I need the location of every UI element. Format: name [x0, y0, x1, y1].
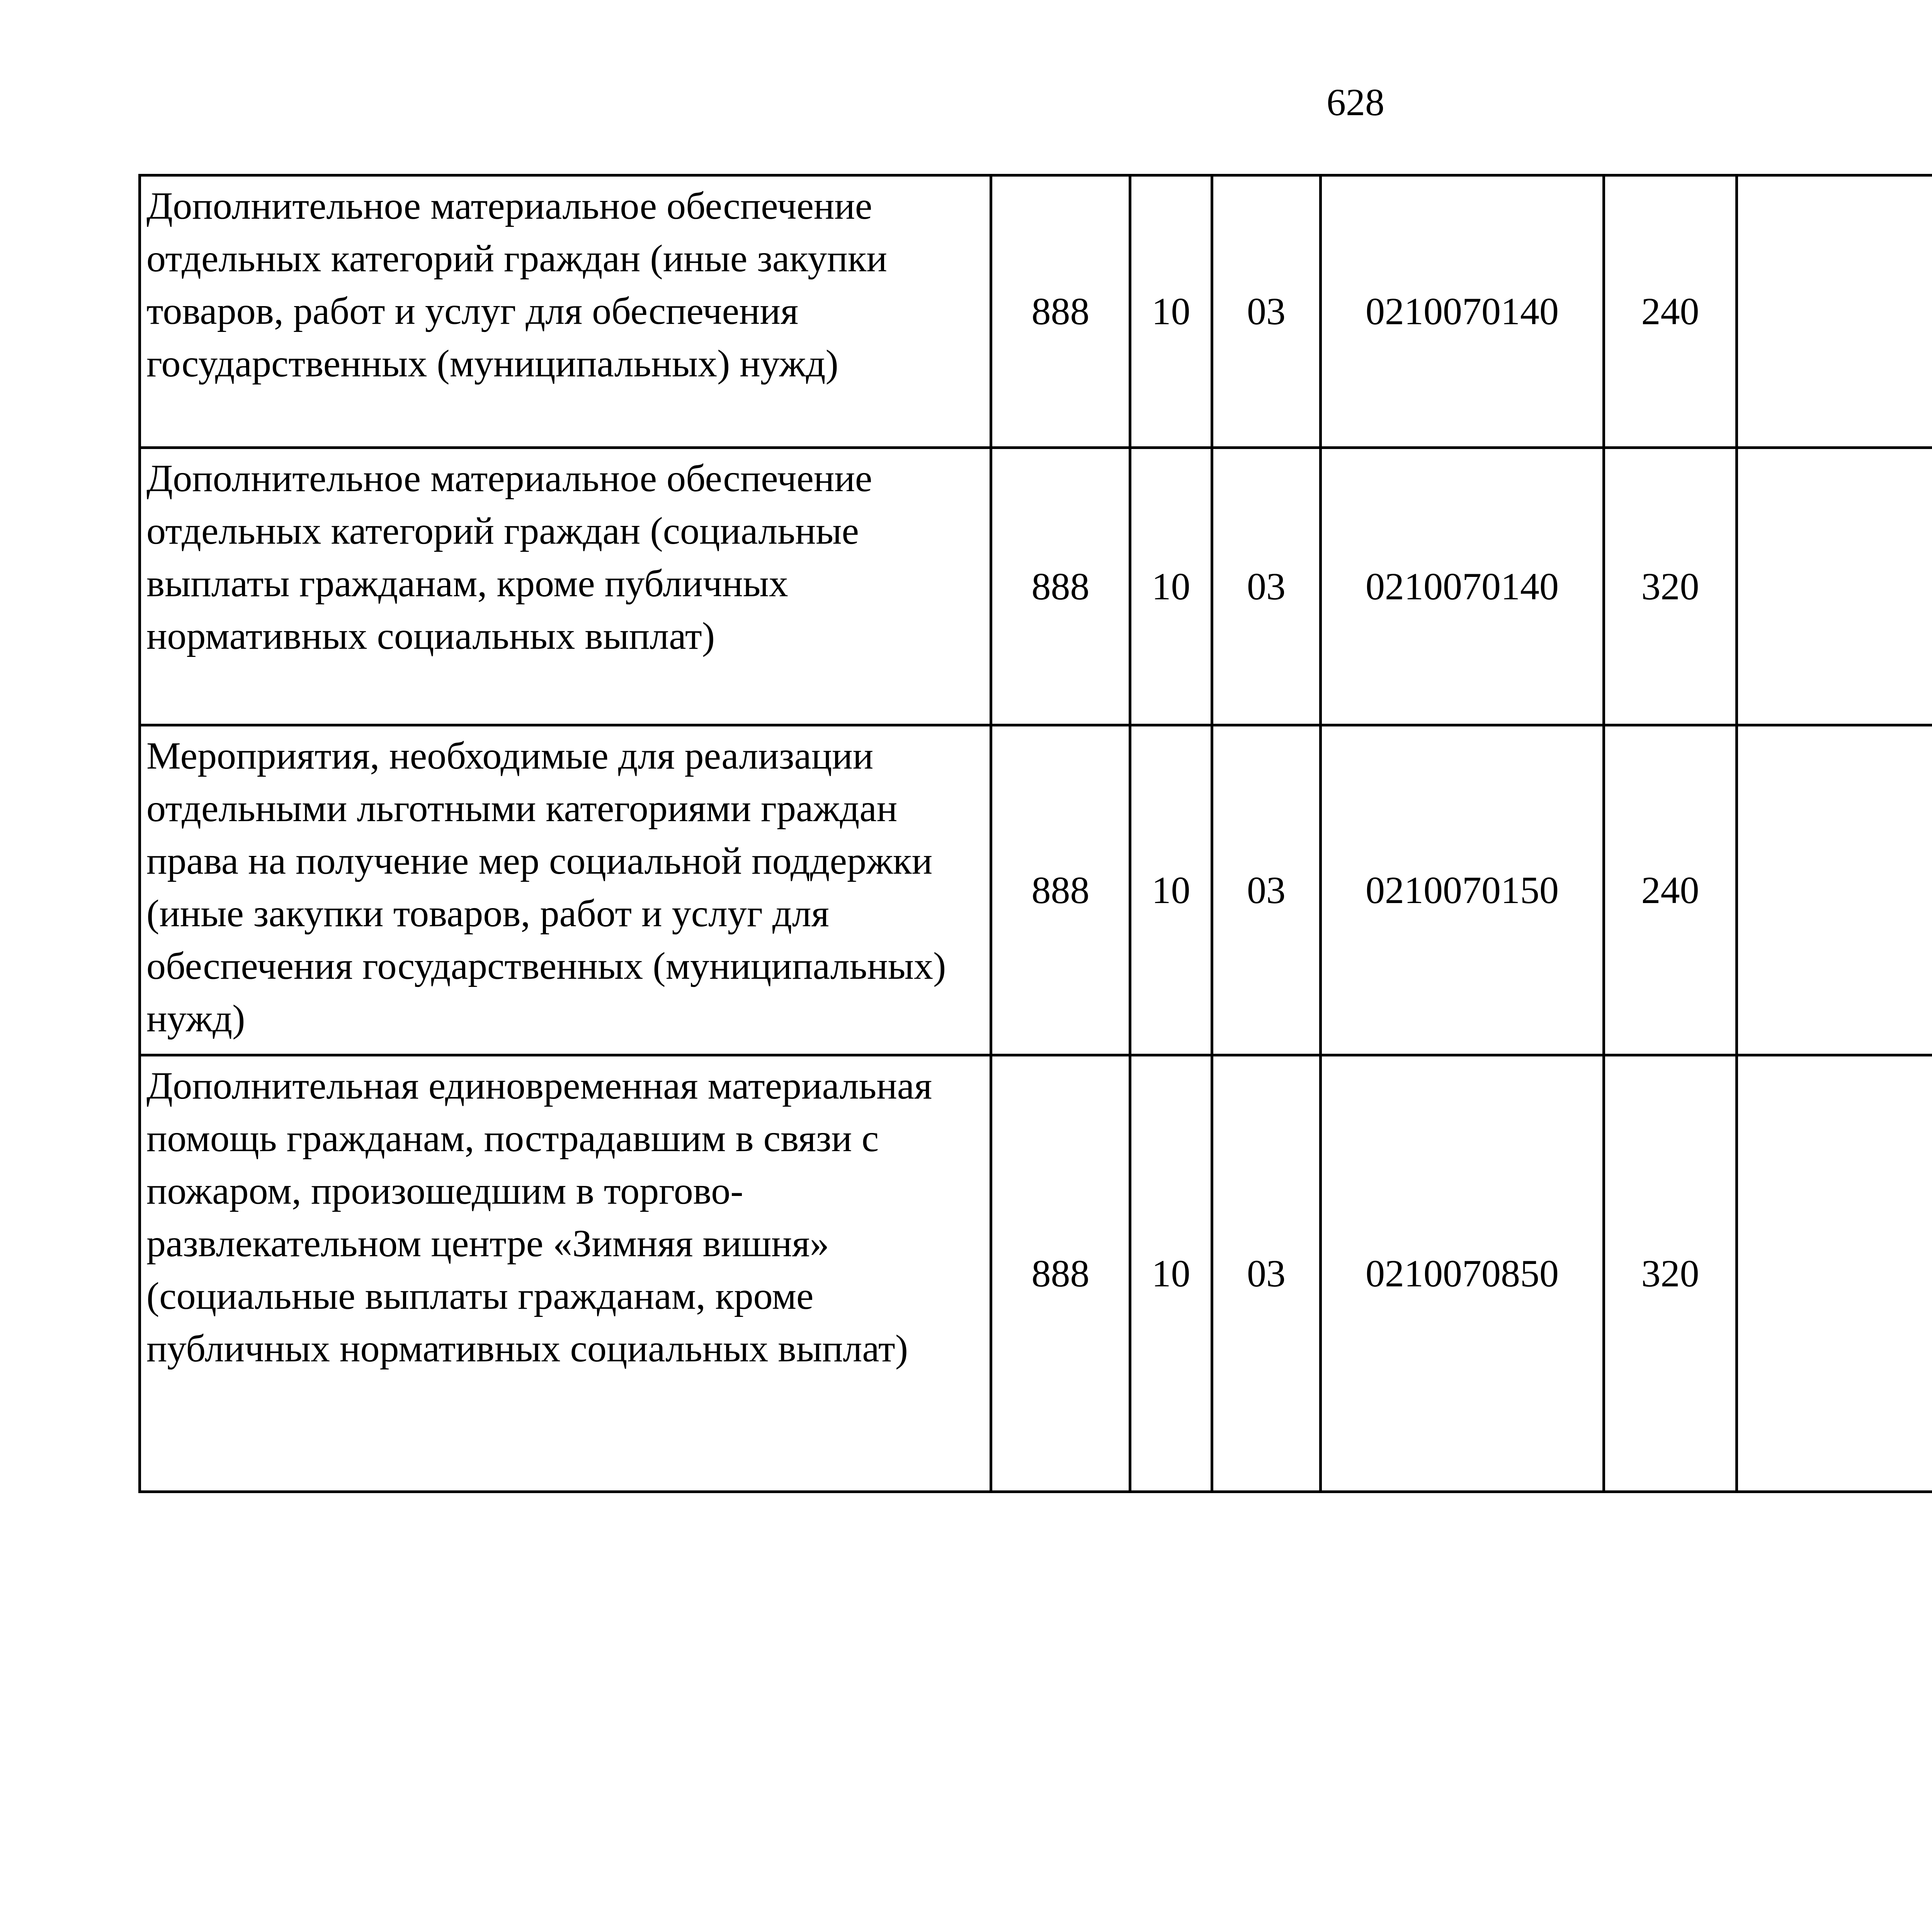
expense-type-code: 320: [1604, 1055, 1737, 1492]
table-row: [140, 175, 1932, 448]
table-row: [140, 725, 1932, 1055]
amount-1: [1737, 725, 1932, 1055]
ministry-code: 888: [991, 175, 1130, 448]
target-article-code: 0210070850: [1321, 1055, 1604, 1492]
table-row: [140, 1055, 1932, 1492]
expense-type-code: 240: [1604, 175, 1737, 448]
section-code: 10: [1130, 175, 1212, 448]
item-description: Дополнительное материальное обеспечение отдельных категорий граждан (социальные выплаты гражданам, кроме публичных нормативных социальных выплат): [140, 448, 991, 725]
target-article-code: 0210070140: [1321, 448, 1604, 725]
ministry-code: 888: [991, 448, 1130, 725]
item-description: Дополнительная единовременная материальная помощь гражданам, пострадавшим в связи с пожаром, произошедшим в торгово-развлекательном центре «Зимняя вишня» (социальные выплаты гражданам, кроме публичных нормативных социальных выплат): [140, 1055, 991, 1492]
target-article-code: 0210070150: [1321, 725, 1604, 1055]
amount-1: [1737, 1055, 1932, 1492]
expense-type-code: 240: [1604, 725, 1737, 1055]
subsection-code: 03: [1212, 448, 1321, 725]
expense-type-code: 320: [1604, 448, 1737, 725]
section-code: 10: [1130, 1055, 1212, 1492]
subsection-code: 03: [1212, 175, 1321, 448]
section-code: 10: [1130, 448, 1212, 725]
subsection-code: 03: [1212, 725, 1321, 1055]
page-number: 628: [1327, 81, 1384, 124]
amount-1: [1737, 175, 1932, 448]
table-row: [140, 448, 1932, 725]
item-description: Мероприятия, необходимые для реализации отдельными льготными категориями граждан права на получение мер социальной поддержки (иные закупки товаров, работ и услуг для обеспечения государственных (муниципальных) нужд): [140, 725, 991, 1055]
subsection-code: 03: [1212, 1055, 1321, 1492]
ministry-code: 888: [991, 1055, 1130, 1492]
amount-1: [1737, 448, 1932, 725]
target-article-code: 0210070140: [1321, 175, 1604, 448]
ministry-code: 888: [991, 725, 1130, 1055]
item-description: Дополнительное материальное обеспечение отдельных категорий граждан (иные закупки товаров, работ и услуг для обеспечения государственных (муниципальных) нужд): [140, 175, 991, 448]
section-code: 10: [1130, 725, 1212, 1055]
budget-table: [138, 174, 1932, 1493]
